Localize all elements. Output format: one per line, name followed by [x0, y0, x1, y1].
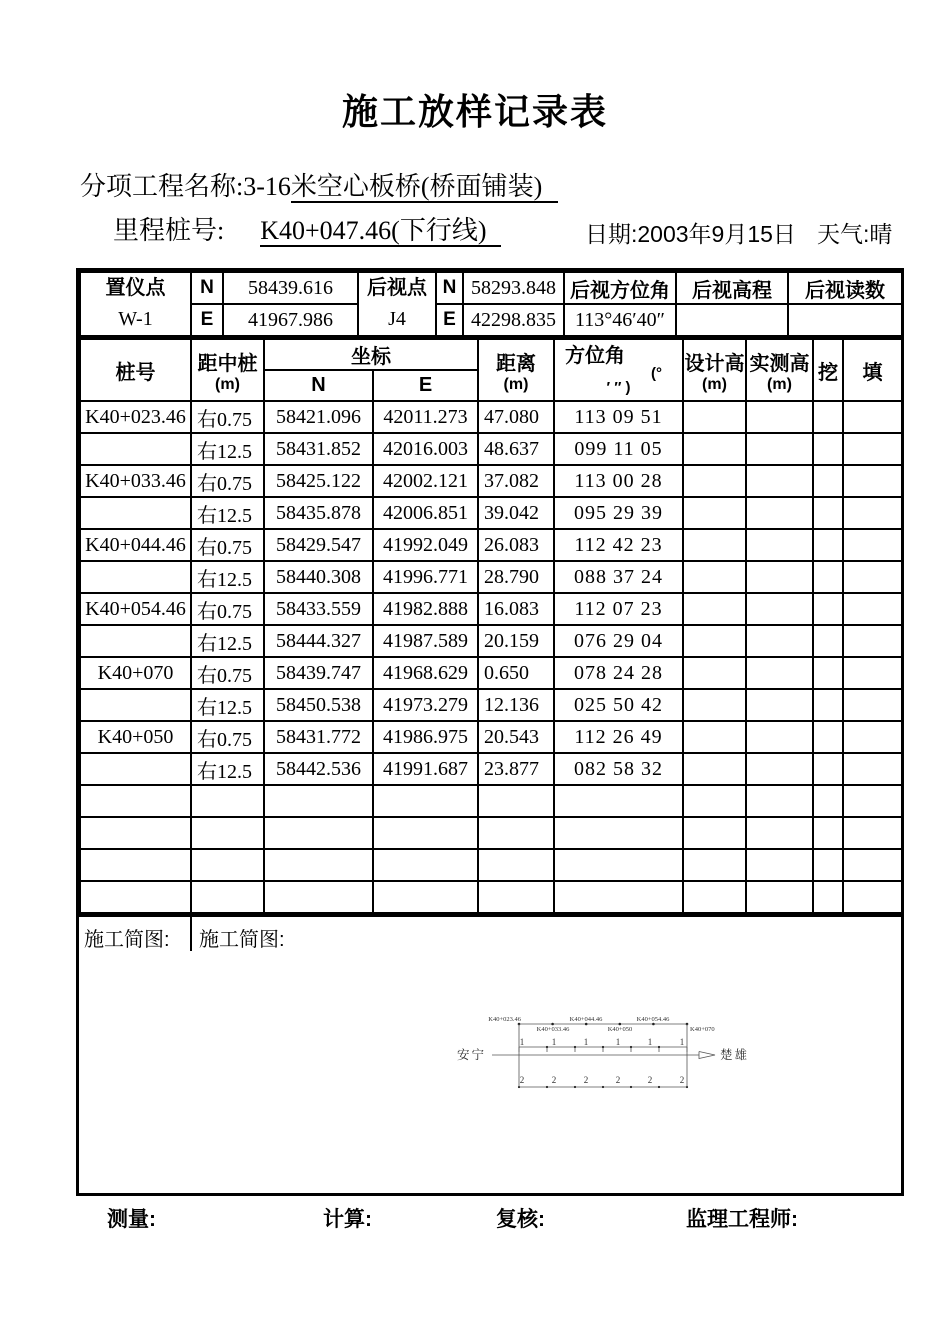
col-header-offset-line1: 距中桩 — [197, 353, 258, 375]
cell-station — [80, 433, 191, 465]
panel-mark-2: 2 — [583, 1075, 589, 1085]
cell-measured — [746, 433, 813, 465]
table-row — [80, 849, 902, 881]
panel-mark-1: 1 — [679, 1037, 685, 1047]
table-row — [80, 657, 902, 689]
cell-measured — [746, 529, 813, 561]
cell-az: 099 11 05 — [554, 433, 683, 465]
cell-n: 58442.536 — [264, 753, 373, 785]
cell-offset — [191, 881, 264, 913]
col-header-coord-n: N — [264, 370, 373, 401]
cell-measured — [746, 753, 813, 785]
cell-measured — [746, 689, 813, 721]
cell-station: K40+023.46 — [80, 401, 191, 433]
cell-n: 58450.538 — [264, 689, 373, 721]
cell-fill — [843, 401, 902, 433]
cell-cut — [813, 625, 843, 657]
cell-fill — [843, 785, 902, 817]
stakeout-table — [79, 337, 903, 914]
footer-check-label: 复核: — [496, 1208, 545, 1231]
cell-offset: 右0.75 — [191, 401, 264, 433]
table-row — [80, 497, 902, 529]
cell-design — [683, 817, 746, 849]
table-row — [80, 881, 902, 913]
cell-design — [683, 529, 746, 561]
cell-fill — [843, 561, 902, 593]
cell-design — [683, 881, 746, 913]
cell-measured — [746, 785, 813, 817]
page-title: 施工放样记录表 — [341, 91, 608, 132]
cell-dist: 12.136 — [478, 689, 554, 721]
instrument-e-value: 41967.986 — [223, 304, 358, 336]
cell-station — [80, 625, 191, 657]
panel-mark-1: 1 — [647, 1037, 653, 1047]
cell-e: 41973.279 — [373, 689, 478, 721]
project-name-line — [80, 166, 558, 203]
cell-dist: 20.543 — [478, 721, 554, 753]
cell-az: 113 09 51 — [554, 401, 683, 433]
col-header-design-unit: (m) — [702, 376, 727, 393]
cell-design — [683, 625, 746, 657]
cell-design — [683, 721, 746, 753]
cell-az — [554, 785, 683, 817]
panel-mark-2: 2 — [679, 1075, 685, 1085]
backsight-azimuth-value: 113°46′40″ — [564, 304, 676, 336]
col-header-azimuth-line3: ′ ″ ) — [606, 379, 631, 396]
cell-az — [554, 849, 683, 881]
cell-cut — [813, 849, 843, 881]
cell-az: 112 26 49 — [554, 721, 683, 753]
col-header-coords: 坐标 — [264, 339, 478, 371]
cell-cut — [813, 465, 843, 497]
cell-n — [264, 849, 373, 881]
backsight-azimuth-label: 后视方位角 — [564, 272, 676, 304]
cell-offset: 右12.5 — [191, 625, 264, 657]
cell-e: 42006.851 — [373, 497, 478, 529]
station-label: K40+054.46 — [636, 1016, 670, 1023]
cell-dist: 20.159 — [478, 625, 554, 657]
cell-az: 112 07 23 — [554, 593, 683, 625]
cell-n: 58431.852 — [264, 433, 373, 465]
cell-measured — [746, 817, 813, 849]
cell-n: 58425.122 — [264, 465, 373, 497]
cell-fill — [843, 881, 902, 913]
footer-survey-label: 测量: — [107, 1208, 156, 1231]
footer-calc-label: 计算: — [323, 1208, 372, 1231]
cell-dist: 26.083 — [478, 529, 554, 561]
cell-dist — [478, 849, 554, 881]
cell-offset: 右12.5 — [191, 497, 264, 529]
backsight-point-id: J4 — [388, 308, 406, 330]
cell-e: 42016.003 — [373, 433, 478, 465]
cell-fill — [843, 689, 902, 721]
cell-e — [373, 785, 478, 817]
cell-dist — [478, 881, 554, 913]
cell-measured — [746, 625, 813, 657]
col-header-design-height — [683, 339, 746, 402]
backsight-point-cell — [358, 272, 436, 336]
cell-offset: 右12.5 — [191, 561, 264, 593]
cell-e: 41991.687 — [373, 753, 478, 785]
cell-offset — [191, 849, 264, 881]
cell-offset — [191, 785, 264, 817]
cell-station: K40+054.46 — [80, 593, 191, 625]
cell-e — [373, 849, 478, 881]
table-row — [80, 465, 902, 497]
cell-e: 42011.273 — [373, 401, 478, 433]
sketch-left-label: 施工简图: — [84, 929, 170, 951]
setup-table — [79, 271, 903, 337]
col-header-offset — [191, 339, 264, 402]
cell-station: K40+033.46 — [80, 465, 191, 497]
footer-supervisor-label: 监理工程师: — [686, 1208, 798, 1231]
cell-cut — [813, 881, 843, 913]
cell-station — [80, 881, 191, 913]
cell-offset: 右0.75 — [191, 721, 264, 753]
cell-dist: 0.650 — [478, 657, 554, 689]
cell-fill — [843, 657, 902, 689]
backsight-point-label: 后视点 — [367, 277, 427, 299]
cell-az: 112 42 23 — [554, 529, 683, 561]
date-text: 日期:2003年9月15日 — [585, 221, 796, 247]
cell-offset: 右0.75 — [191, 657, 264, 689]
station-label: K40+044.46 — [569, 1016, 603, 1023]
cell-cut — [813, 753, 843, 785]
backsight-e-value: 42298.835 — [463, 304, 564, 336]
table-row — [80, 785, 902, 817]
cell-dist: 39.042 — [478, 497, 554, 529]
cell-measured — [746, 593, 813, 625]
cell-n — [264, 817, 373, 849]
cell-az: 078 24 28 — [554, 657, 683, 689]
table-row — [80, 561, 902, 593]
col-header-azimuth — [554, 339, 683, 402]
left-end-label: 安宁 — [457, 1048, 487, 1062]
cell-fill — [843, 593, 902, 625]
cell-fill — [843, 529, 902, 561]
station-label: K40+070 — [690, 1026, 715, 1033]
weather-text: 天气:晴 — [817, 221, 893, 247]
cell-measured — [746, 657, 813, 689]
cell-az — [554, 817, 683, 849]
cell-n: 58429.547 — [264, 529, 373, 561]
right-end-label: 楚雄 — [720, 1048, 749, 1062]
cell-cut — [813, 785, 843, 817]
table-row — [80, 753, 902, 785]
cell-station — [80, 561, 191, 593]
col-header-offset-unit: (m) — [215, 376, 240, 393]
cell-e: 41992.049 — [373, 529, 478, 561]
cell-cut — [813, 689, 843, 721]
cell-fill — [843, 817, 902, 849]
construction-sketch-section — [79, 914, 901, 1193]
backsight-elevation-value — [676, 304, 788, 336]
col-header-fill: 填 — [843, 339, 902, 402]
cell-offset: 右0.75 — [191, 465, 264, 497]
cell-offset: 右12.5 — [191, 433, 264, 465]
backsight-n-label: N — [436, 272, 463, 304]
bridge-sketch-diagram — [449, 1014, 749, 1098]
cell-az: 088 37 24 — [554, 561, 683, 593]
cell-design — [683, 785, 746, 817]
col-header-distance-line1: 距离 — [496, 353, 536, 375]
instrument-n-label: N — [191, 272, 223, 304]
cell-fill — [843, 721, 902, 753]
backsight-e-label: E — [436, 304, 463, 336]
cell-cut — [813, 433, 843, 465]
cell-design — [683, 497, 746, 529]
table-row — [80, 529, 902, 561]
station-label: K40+023.46 — [488, 1016, 521, 1023]
cell-dist — [478, 785, 554, 817]
sketch-area-label: 施工简图: — [199, 929, 285, 951]
col-header-coord-e: E — [373, 370, 478, 401]
backsight-reading-label: 后视读数 — [788, 272, 902, 304]
cell-design — [683, 849, 746, 881]
cell-az: 095 29 39 — [554, 497, 683, 529]
cell-n: 58433.559 — [264, 593, 373, 625]
cell-dist: 28.790 — [478, 561, 554, 593]
cell-n: 58444.327 — [264, 625, 373, 657]
cell-az: 076 29 04 — [554, 625, 683, 657]
instrument-point-cell — [80, 272, 191, 336]
instrument-n-value: 58439.616 — [223, 272, 358, 304]
cell-station — [80, 785, 191, 817]
backsight-elevation-label: 后视高程 — [676, 272, 788, 304]
cell-fill — [843, 497, 902, 529]
cell-station: K40+050 — [80, 721, 191, 753]
cell-station: K40+044.46 — [80, 529, 191, 561]
cell-station — [80, 497, 191, 529]
cell-measured — [746, 881, 813, 913]
cell-az: 113 00 28 — [554, 465, 683, 497]
cell-measured — [746, 497, 813, 529]
panel-mark-1: 1 — [551, 1037, 557, 1047]
cell-dist: 23.877 — [478, 753, 554, 785]
cell-n — [264, 785, 373, 817]
cell-az — [554, 881, 683, 913]
cell-offset: 右0.75 — [191, 529, 264, 561]
mileage-line — [113, 210, 501, 247]
table-row — [80, 721, 902, 753]
cell-offset: 右12.5 — [191, 689, 264, 721]
instrument-point-label: 置仪点 — [105, 277, 166, 299]
cell-design — [683, 465, 746, 497]
cell-fill — [843, 433, 902, 465]
cell-cut — [813, 529, 843, 561]
cell-station: K40+070 — [80, 657, 191, 689]
cell-n: 58439.747 — [264, 657, 373, 689]
cell-fill — [843, 625, 902, 657]
project-name-value: 米空心板桥(桥面铺装) — [291, 172, 558, 203]
cell-cut — [813, 657, 843, 689]
cell-measured — [746, 849, 813, 881]
cell-design — [683, 753, 746, 785]
cell-fill — [843, 753, 902, 785]
mileage-value: K40+047.46(下行线) — [260, 216, 500, 247]
cell-design — [683, 593, 746, 625]
cell-fill — [843, 849, 902, 881]
panel-mark-1: 1 — [583, 1037, 589, 1047]
table-row — [80, 625, 902, 657]
cell-cut — [813, 593, 843, 625]
col-header-station: 桩号 — [80, 339, 191, 402]
panel-mark-1: 1 — [615, 1037, 621, 1047]
col-header-measured-line1: 实测高 — [749, 353, 810, 375]
col-header-design-line1: 设计高 — [684, 353, 745, 375]
col-header-azimuth-line2: (° — [651, 365, 662, 382]
cell-az: 025 50 42 — [554, 689, 683, 721]
station-label: K40+050 — [607, 1026, 633, 1033]
cell-cut — [813, 817, 843, 849]
cell-e: 41987.589 — [373, 625, 478, 657]
cell-offset: 右12.5 — [191, 753, 264, 785]
table-row — [80, 689, 902, 721]
cell-dist: 47.080 — [478, 401, 554, 433]
cell-cut — [813, 497, 843, 529]
backsight-reading-value — [788, 304, 902, 336]
cell-n: 58421.096 — [264, 401, 373, 433]
cell-design — [683, 561, 746, 593]
cell-station — [80, 753, 191, 785]
col-header-measured-height — [746, 339, 813, 402]
table-row — [80, 433, 902, 465]
instrument-point-id: W-1 — [118, 308, 153, 330]
cell-design — [683, 689, 746, 721]
cell-n — [264, 881, 373, 913]
cell-measured — [746, 721, 813, 753]
cell-dist: 37.082 — [478, 465, 554, 497]
cell-e — [373, 881, 478, 913]
cell-measured — [746, 401, 813, 433]
cell-n: 58440.308 — [264, 561, 373, 593]
cell-dist: 48.637 — [478, 433, 554, 465]
cell-station — [80, 817, 191, 849]
cell-az: 082 58 32 — [554, 753, 683, 785]
cell-design — [683, 401, 746, 433]
col-header-measured-unit: (m) — [767, 376, 792, 393]
record-table-frame — [76, 268, 904, 1196]
col-header-distance-unit: (m) — [503, 376, 529, 393]
mileage-label: 里程桩号: — [113, 216, 225, 245]
project-name-plain: 3-16 — [243, 172, 291, 201]
cell-offset: 右0.75 — [191, 593, 264, 625]
cell-e: 41986.975 — [373, 721, 478, 753]
col-header-azimuth-line1: 方位角 — [565, 345, 625, 367]
cell-measured — [746, 465, 813, 497]
table-row — [80, 593, 902, 625]
cell-station — [80, 689, 191, 721]
cell-e: 41996.771 — [373, 561, 478, 593]
cell-dist — [478, 817, 554, 849]
cell-n: 58431.772 — [264, 721, 373, 753]
cell-station — [80, 849, 191, 881]
cell-e: 41982.888 — [373, 593, 478, 625]
cell-measured — [746, 561, 813, 593]
cell-cut — [813, 561, 843, 593]
cell-e — [373, 817, 478, 849]
panel-mark-2: 2 — [647, 1075, 653, 1085]
table-row — [80, 401, 902, 433]
panel-mark-2: 2 — [519, 1075, 525, 1085]
panel-mark-2: 2 — [551, 1075, 557, 1085]
cell-dist: 16.083 — [478, 593, 554, 625]
backsight-n-value: 58293.848 — [463, 272, 564, 304]
col-header-cut: 挖 — [813, 339, 843, 402]
cell-fill — [843, 465, 902, 497]
cell-cut — [813, 721, 843, 753]
cell-cut — [813, 401, 843, 433]
table-row — [80, 817, 902, 849]
station-label: K40+033.46 — [536, 1026, 570, 1033]
cell-design — [683, 657, 746, 689]
direction-arrow-icon — [699, 1052, 715, 1059]
panel-mark-2: 2 — [615, 1075, 621, 1085]
instrument-e-label: E — [191, 304, 223, 336]
cell-offset — [191, 817, 264, 849]
cell-e: 41968.629 — [373, 657, 478, 689]
cell-design — [683, 433, 746, 465]
panel-mark-1: 1 — [519, 1037, 525, 1047]
col-header-distance — [478, 339, 554, 402]
cell-e: 42002.121 — [373, 465, 478, 497]
cell-n: 58435.878 — [264, 497, 373, 529]
sketch-left-cell — [79, 917, 192, 951]
project-name-label: 分项工程名称: — [80, 172, 244, 201]
